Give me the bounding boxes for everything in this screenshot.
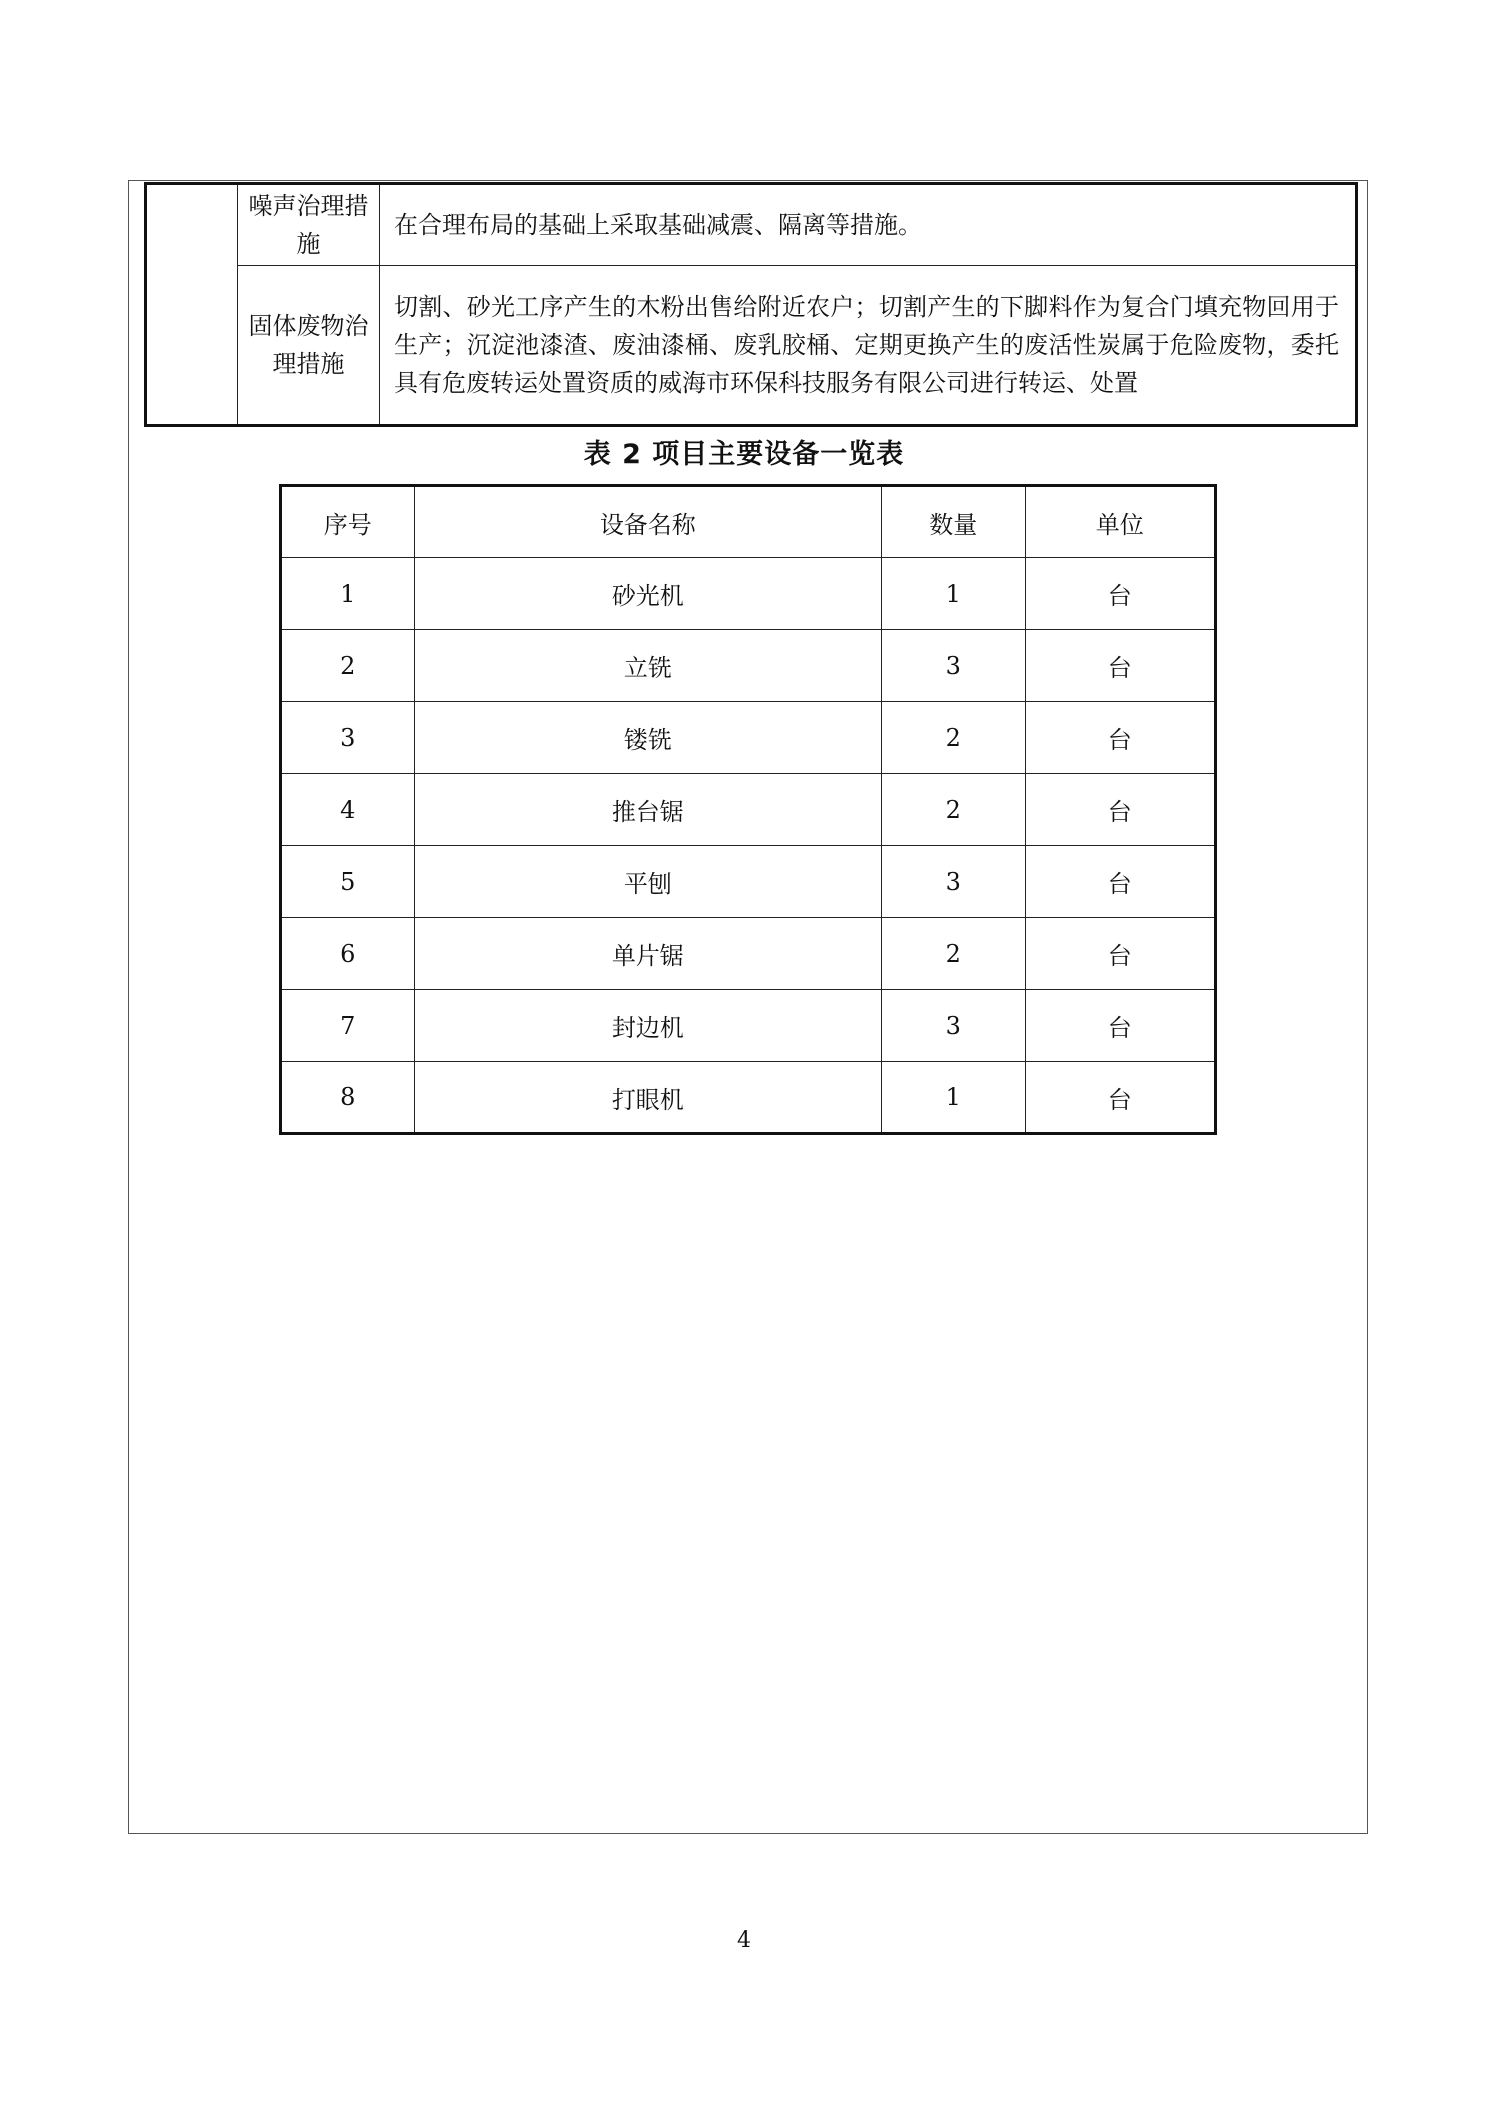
serial-number-cell: 7 xyxy=(281,990,415,1062)
equipment-name-cell: 单片锯 xyxy=(414,918,881,990)
unit-cell: 台 xyxy=(1025,918,1215,990)
noise-measures-label: 噪声治理措施 xyxy=(238,184,380,266)
table-row xyxy=(281,630,1216,702)
table-row xyxy=(281,990,1216,1062)
quantity-cell: 1 xyxy=(882,558,1026,630)
solid-waste-measures-label: 固体废物治理措施 xyxy=(238,266,380,426)
table-row xyxy=(281,558,1216,630)
table-row xyxy=(281,774,1216,846)
equipment-name-cell: 打眼机 xyxy=(414,1062,881,1134)
treatment-measures-table xyxy=(144,182,1358,427)
table-row xyxy=(281,918,1216,990)
equipment-name-cell: 封边机 xyxy=(414,990,881,1062)
table-row xyxy=(281,702,1216,774)
unit-cell: 台 xyxy=(1025,702,1215,774)
header-unit: 单位 xyxy=(1025,486,1215,558)
serial-number-cell: 5 xyxy=(281,846,415,918)
blank-category-cell xyxy=(146,184,238,426)
quantity-cell: 2 xyxy=(882,774,1026,846)
page-number: 4 xyxy=(737,1928,751,1953)
unit-cell: 台 xyxy=(1025,558,1215,630)
equipment-table-header-row xyxy=(281,486,1216,558)
equipment-name-cell: 立铣 xyxy=(414,630,881,702)
unit-cell: 台 xyxy=(1025,1062,1215,1134)
equipment-name-cell: 砂光机 xyxy=(414,558,881,630)
quantity-cell: 3 xyxy=(882,846,1026,918)
equipment-table-caption: 表 2 项目主要设备一览表 xyxy=(583,439,905,470)
header-quantity: 数量 xyxy=(882,486,1026,558)
quantity-cell: 3 xyxy=(882,990,1026,1062)
header-equipment-name: 设备名称 xyxy=(414,486,881,558)
serial-number-cell: 4 xyxy=(281,774,415,846)
equipment-table xyxy=(279,484,1217,1135)
noise-measures-text: 在合理布局的基础上采取基础减震、隔离等措施。 xyxy=(380,184,1357,266)
solid-waste-measures-row xyxy=(146,266,1357,426)
solid-waste-measures-text: 切割、砂光工序产生的木粉出售给附近农户；切割产生的下脚料作为复合门填充物回用于生产；沉淀池漆渣、废油漆桶、废乳胶桶、定期更换产生的废活性炭属于危险废物，委托具有危废转运处置资质的威海市环保科技服务有限公司进行转运、处置 xyxy=(380,266,1357,426)
quantity-cell: 2 xyxy=(882,918,1026,990)
serial-number-cell: 3 xyxy=(281,702,415,774)
unit-cell: 台 xyxy=(1025,990,1215,1062)
equipment-name-cell: 平刨 xyxy=(414,846,881,918)
noise-measures-row xyxy=(146,184,1357,266)
serial-number-cell: 8 xyxy=(281,1062,415,1134)
unit-cell: 台 xyxy=(1025,774,1215,846)
header-serial-number: 序号 xyxy=(281,486,415,558)
unit-cell: 台 xyxy=(1025,630,1215,702)
quantity-cell: 2 xyxy=(882,702,1026,774)
table-row xyxy=(281,846,1216,918)
equipment-name-cell: 推台锯 xyxy=(414,774,881,846)
equipment-name-cell: 镂铣 xyxy=(414,702,881,774)
serial-number-cell: 6 xyxy=(281,918,415,990)
quantity-cell: 1 xyxy=(882,1062,1026,1134)
serial-number-cell: 1 xyxy=(281,558,415,630)
quantity-cell: 3 xyxy=(882,630,1026,702)
table-row xyxy=(281,1062,1216,1134)
serial-number-cell: 2 xyxy=(281,630,415,702)
unit-cell: 台 xyxy=(1025,846,1215,918)
